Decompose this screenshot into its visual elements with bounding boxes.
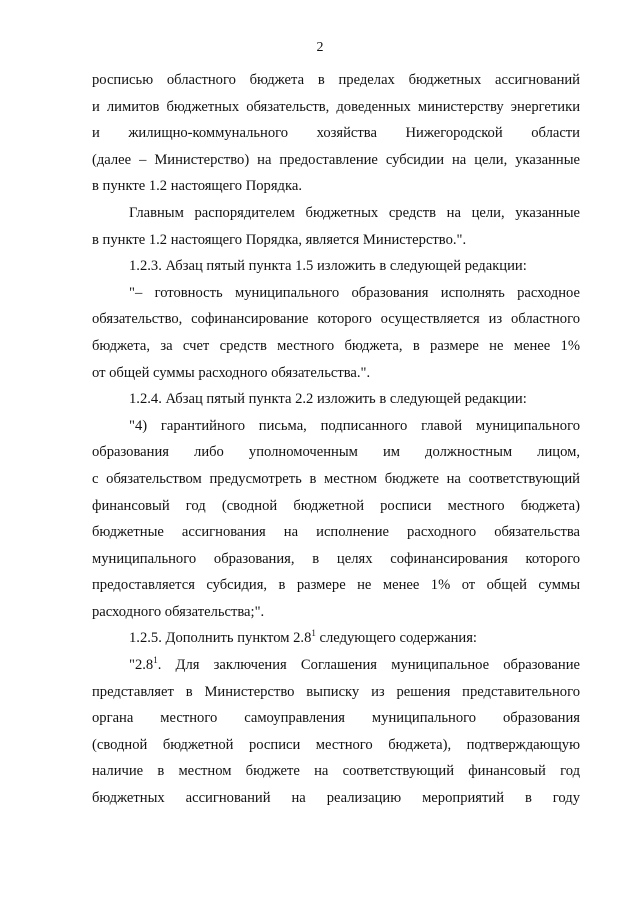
text-line: [92, 230, 580, 257]
text-line: [92, 150, 580, 177]
line-text: расходного обязательства;".: [92, 603, 265, 620]
line-text: бюджетных ассигнований на реализацию мероприятий в году: [92, 790, 580, 807]
text-line: [92, 496, 580, 523]
line-text: "2.8: [129, 657, 154, 674]
superscript: 1: [311, 628, 316, 639]
page-number: 2: [316, 40, 324, 55]
text-line: [92, 549, 580, 576]
text-line: [92, 309, 580, 336]
text-line: [92, 761, 580, 788]
line-text-continued: . Для заключения Соглашения муниципальное образование: [157, 657, 580, 674]
text-line: [92, 682, 580, 709]
text-line: [92, 735, 580, 762]
line-text: 1.2.5. Дополнить пунктом 2.8: [129, 630, 312, 647]
text-line: [92, 176, 580, 203]
line-text: в пункте 1.2 настоящего Порядка, является Министерство.".: [92, 231, 467, 248]
line-text: 1.2.3. Абзац пятый пункта 1.5 изложить в следующей редакции:: [129, 258, 527, 275]
line-text: росписью областного бюджета в пределах бюджетных ассигнований: [92, 72, 580, 88]
line-text: в пункте 1.2 настоящего Порядка.: [92, 178, 302, 195]
text-line: [92, 416, 580, 443]
line-text: финансовый год (сводной бюджетной росписи местного бюджета): [92, 497, 580, 514]
text-line: [92, 336, 580, 363]
text-line: [92, 389, 580, 416]
line-text: и жилищно-коммунального хозяйства Нижегородской области: [92, 125, 580, 142]
text-line: [92, 442, 580, 469]
line-text: (далее – Министерство) на предоставление субсидии на цели, указанные: [92, 151, 580, 168]
text-line: [92, 123, 580, 150]
text-line: [92, 469, 580, 496]
line-text: наличие в местном бюджете на соответствующий финансовый год: [92, 763, 580, 780]
line-text: "4) гарантийного письма, подписанного главой муниципального: [129, 417, 580, 434]
text-line: [92, 522, 580, 549]
line-text: образования либо уполномоченным им должностным лицом,: [92, 444, 580, 461]
text-line: [92, 97, 580, 124]
line-text: с обязательством предусмотреть в местном бюджете на соответствующий: [92, 470, 580, 487]
line-text: представляет в Министерство выписку из решения представительного: [92, 683, 580, 700]
line-text: обязательство, софинансирование которого осуществляется из областного: [92, 311, 580, 328]
text-line: [92, 788, 580, 815]
line-text: органа местного самоуправления муниципального образования: [92, 710, 580, 727]
text-line: [92, 283, 580, 310]
text-line: [92, 363, 580, 390]
line-text: от общей суммы расходного обязательства.".: [92, 364, 371, 381]
line-text: и лимитов бюджетных обязательств, доведенных министерству энергетики: [92, 98, 580, 115]
line-text: предоставляется субсидия, в размере не менее 1% от общей суммы: [92, 577, 580, 594]
text-line: [92, 602, 580, 629]
line-text: (сводной бюджетной росписи местного бюджета), подтверждающую: [92, 736, 580, 753]
document-body: [92, 70, 580, 815]
text-line: [92, 628, 580, 655]
text-line: [92, 256, 580, 283]
text-line: [92, 203, 580, 230]
text-line: [92, 70, 580, 97]
line-text: бюджета, за счет средств местного бюджета, в размере не менее 1%: [92, 337, 580, 354]
line-text: Главным распорядителем бюджетных средств на цели, указанные: [129, 204, 580, 221]
line-text: 1.2.4. Абзац пятый пункта 2.2 изложить в следующей редакции:: [129, 391, 527, 408]
line-text: "– готовность муниципального образования исполнять расходное: [129, 284, 580, 301]
line-text: бюджетные ассигнования на исполнение расходного обязательства: [92, 524, 580, 541]
text-line: [92, 575, 580, 602]
text-line: [92, 708, 580, 735]
line-text-continued: следующего содержания:: [315, 630, 477, 647]
text-line: [92, 655, 580, 682]
line-text: муниципального образования, в целях софинансирования которого: [92, 550, 580, 567]
superscript: 1: [153, 655, 158, 666]
